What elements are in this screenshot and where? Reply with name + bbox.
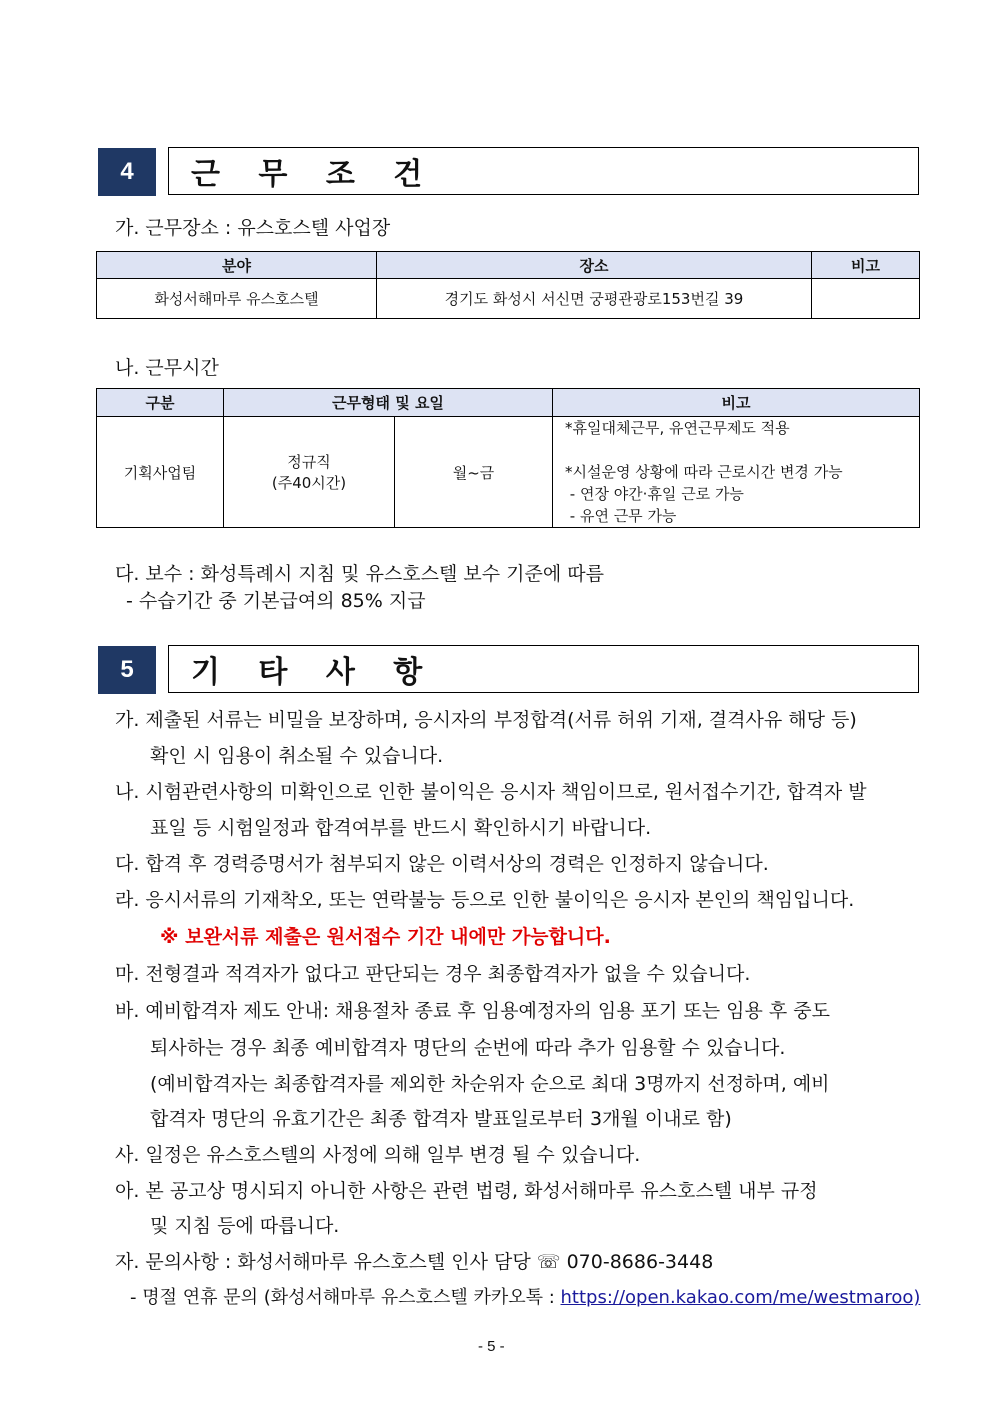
note-line: *휴일대체근무, 유연근무제도 적용	[565, 419, 790, 437]
item-b-line1: 나. 시험관련사항의 미확인으로 인한 불이익은 응시자 책임이므로, 원서접수기간, 합격자 발	[115, 781, 867, 803]
item-a-line2: 확인 시 임용이 취소될 수 있습니다.	[150, 745, 444, 767]
weekly-hours: (주40시간)	[271, 474, 347, 492]
holiday-inquiry-text: - 명절 연휴 문의 (화성서해마루 유스호스텔 카카오톡 :	[130, 1287, 561, 1308]
table-cell	[812, 279, 920, 319]
col-header-place: 장소	[377, 252, 812, 279]
section-title-work-conditions: 근 무 조 건	[168, 147, 919, 195]
table-cell: 화성서해마루 유스호스텔	[97, 279, 377, 319]
note-line: - 유연 근무 가능	[565, 507, 677, 525]
section-title-other-matters: 기 타 사 항	[168, 645, 919, 693]
salary-line: 다. 보수 : 화성특례시 지침 및 유스호스텔 보수 기준에 따름	[115, 563, 604, 585]
item-e-line1: 마. 전형결과 적격자가 없다고 판단되는 경우 최종합격자가 없을 수 있습니다.	[115, 963, 751, 985]
note-line: - 연장 야간·휴일 근로 가능	[565, 485, 744, 503]
team-cell: 기획사업팀	[97, 417, 224, 528]
kakao-link[interactable]: https://open.kakao.com/me/westmaroo)	[560, 1287, 921, 1308]
col-header-note: 비고	[553, 389, 920, 417]
item-f-line1: 바. 예비합격자 제도 안내: 채용절차 종료 후 임용예정자의 임용 포기 또는 임용 후 중도	[115, 1000, 830, 1022]
employment-type-cell	[224, 417, 395, 528]
section-number-4: 4	[98, 148, 156, 196]
section-number-5: 5	[98, 646, 156, 694]
item-a-line1: 가. 제출된 서류는 비밀을 보장하며, 응시자의 부정합격(서류 허위 기재, 결격사유 해당 등)	[115, 709, 857, 731]
item-i-line1: 자. 문의사항 : 화성서해마루 유스호스텔 인사 담당 ☏ 070-8686-3448	[115, 1251, 714, 1273]
work-hours-label: 나. 근무시간	[115, 357, 219, 379]
col-header-work-type: 근무형태 및 요일	[224, 389, 553, 417]
col-header-note: 비고	[812, 252, 920, 279]
probation-line: - 수습기간 중 기본급여의 85% 지급	[120, 590, 426, 612]
item-h-line1: 아. 본 공고상 명시되지 아니한 사항은 관련 법령, 화성서해마루 유스호스텔 내부 규정	[115, 1180, 818, 1202]
work-place-label: 가. 근무장소 : 유스호스텔 사업장	[115, 217, 391, 239]
item-f-line4: 합격자 명단의 유효기간은 최종 합격자 발표일로부터 3개월 이내로 함)	[150, 1108, 732, 1130]
item-d-line1: 라. 응시서류의 기재착오, 또는 연락불능 등으로 인한 불이익은 응시자 본인의 책임입니다.	[115, 889, 855, 911]
work-hours-table	[96, 388, 920, 528]
note-line: *시설운영 상황에 따라 근로시간 변경 가능	[565, 463, 843, 481]
item-g-line1: 사. 일정은 유스호스텔의 사정에 의해 일부 변경 될 수 있습니다.	[115, 1144, 641, 1166]
notes-cell	[553, 417, 920, 528]
supplement-warning: ※ 보완서류 제출은 원서접수 기간 내에만 가능합니다.	[160, 926, 611, 948]
item-b-line2: 표일 등 시험일정과 합격여부를 반드시 확인하시기 바랍니다.	[150, 817, 652, 839]
work-place-table	[96, 251, 920, 319]
item-f-line2: 퇴사하는 경우 최종 예비합격자 명단의 순번에 따라 추가 임용할 수 있습니다.	[150, 1037, 786, 1059]
item-f-line3: (예비합격자는 최종합격자를 제외한 차순위자 순으로 최대 3명까지 선정하며, 예비	[150, 1073, 830, 1095]
item-c-line1: 다. 합격 후 경력증명서가 첨부되지 않은 이력서상의 경력은 인정하지 않습니다.	[115, 853, 769, 875]
item-h-line2: 및 지침 등에 따릅니다.	[150, 1215, 340, 1237]
holiday-inquiry-line	[130, 1286, 920, 1310]
col-header-division: 구분	[97, 389, 224, 417]
col-header-field: 분야	[97, 252, 377, 279]
table-cell: 경기도 화성시 서신면 궁평관광로153번길 39	[377, 279, 812, 319]
employment-type: 정규직	[287, 453, 331, 471]
page-number: - 5 -	[478, 1338, 505, 1355]
work-days-cell: 월~금	[395, 417, 553, 528]
